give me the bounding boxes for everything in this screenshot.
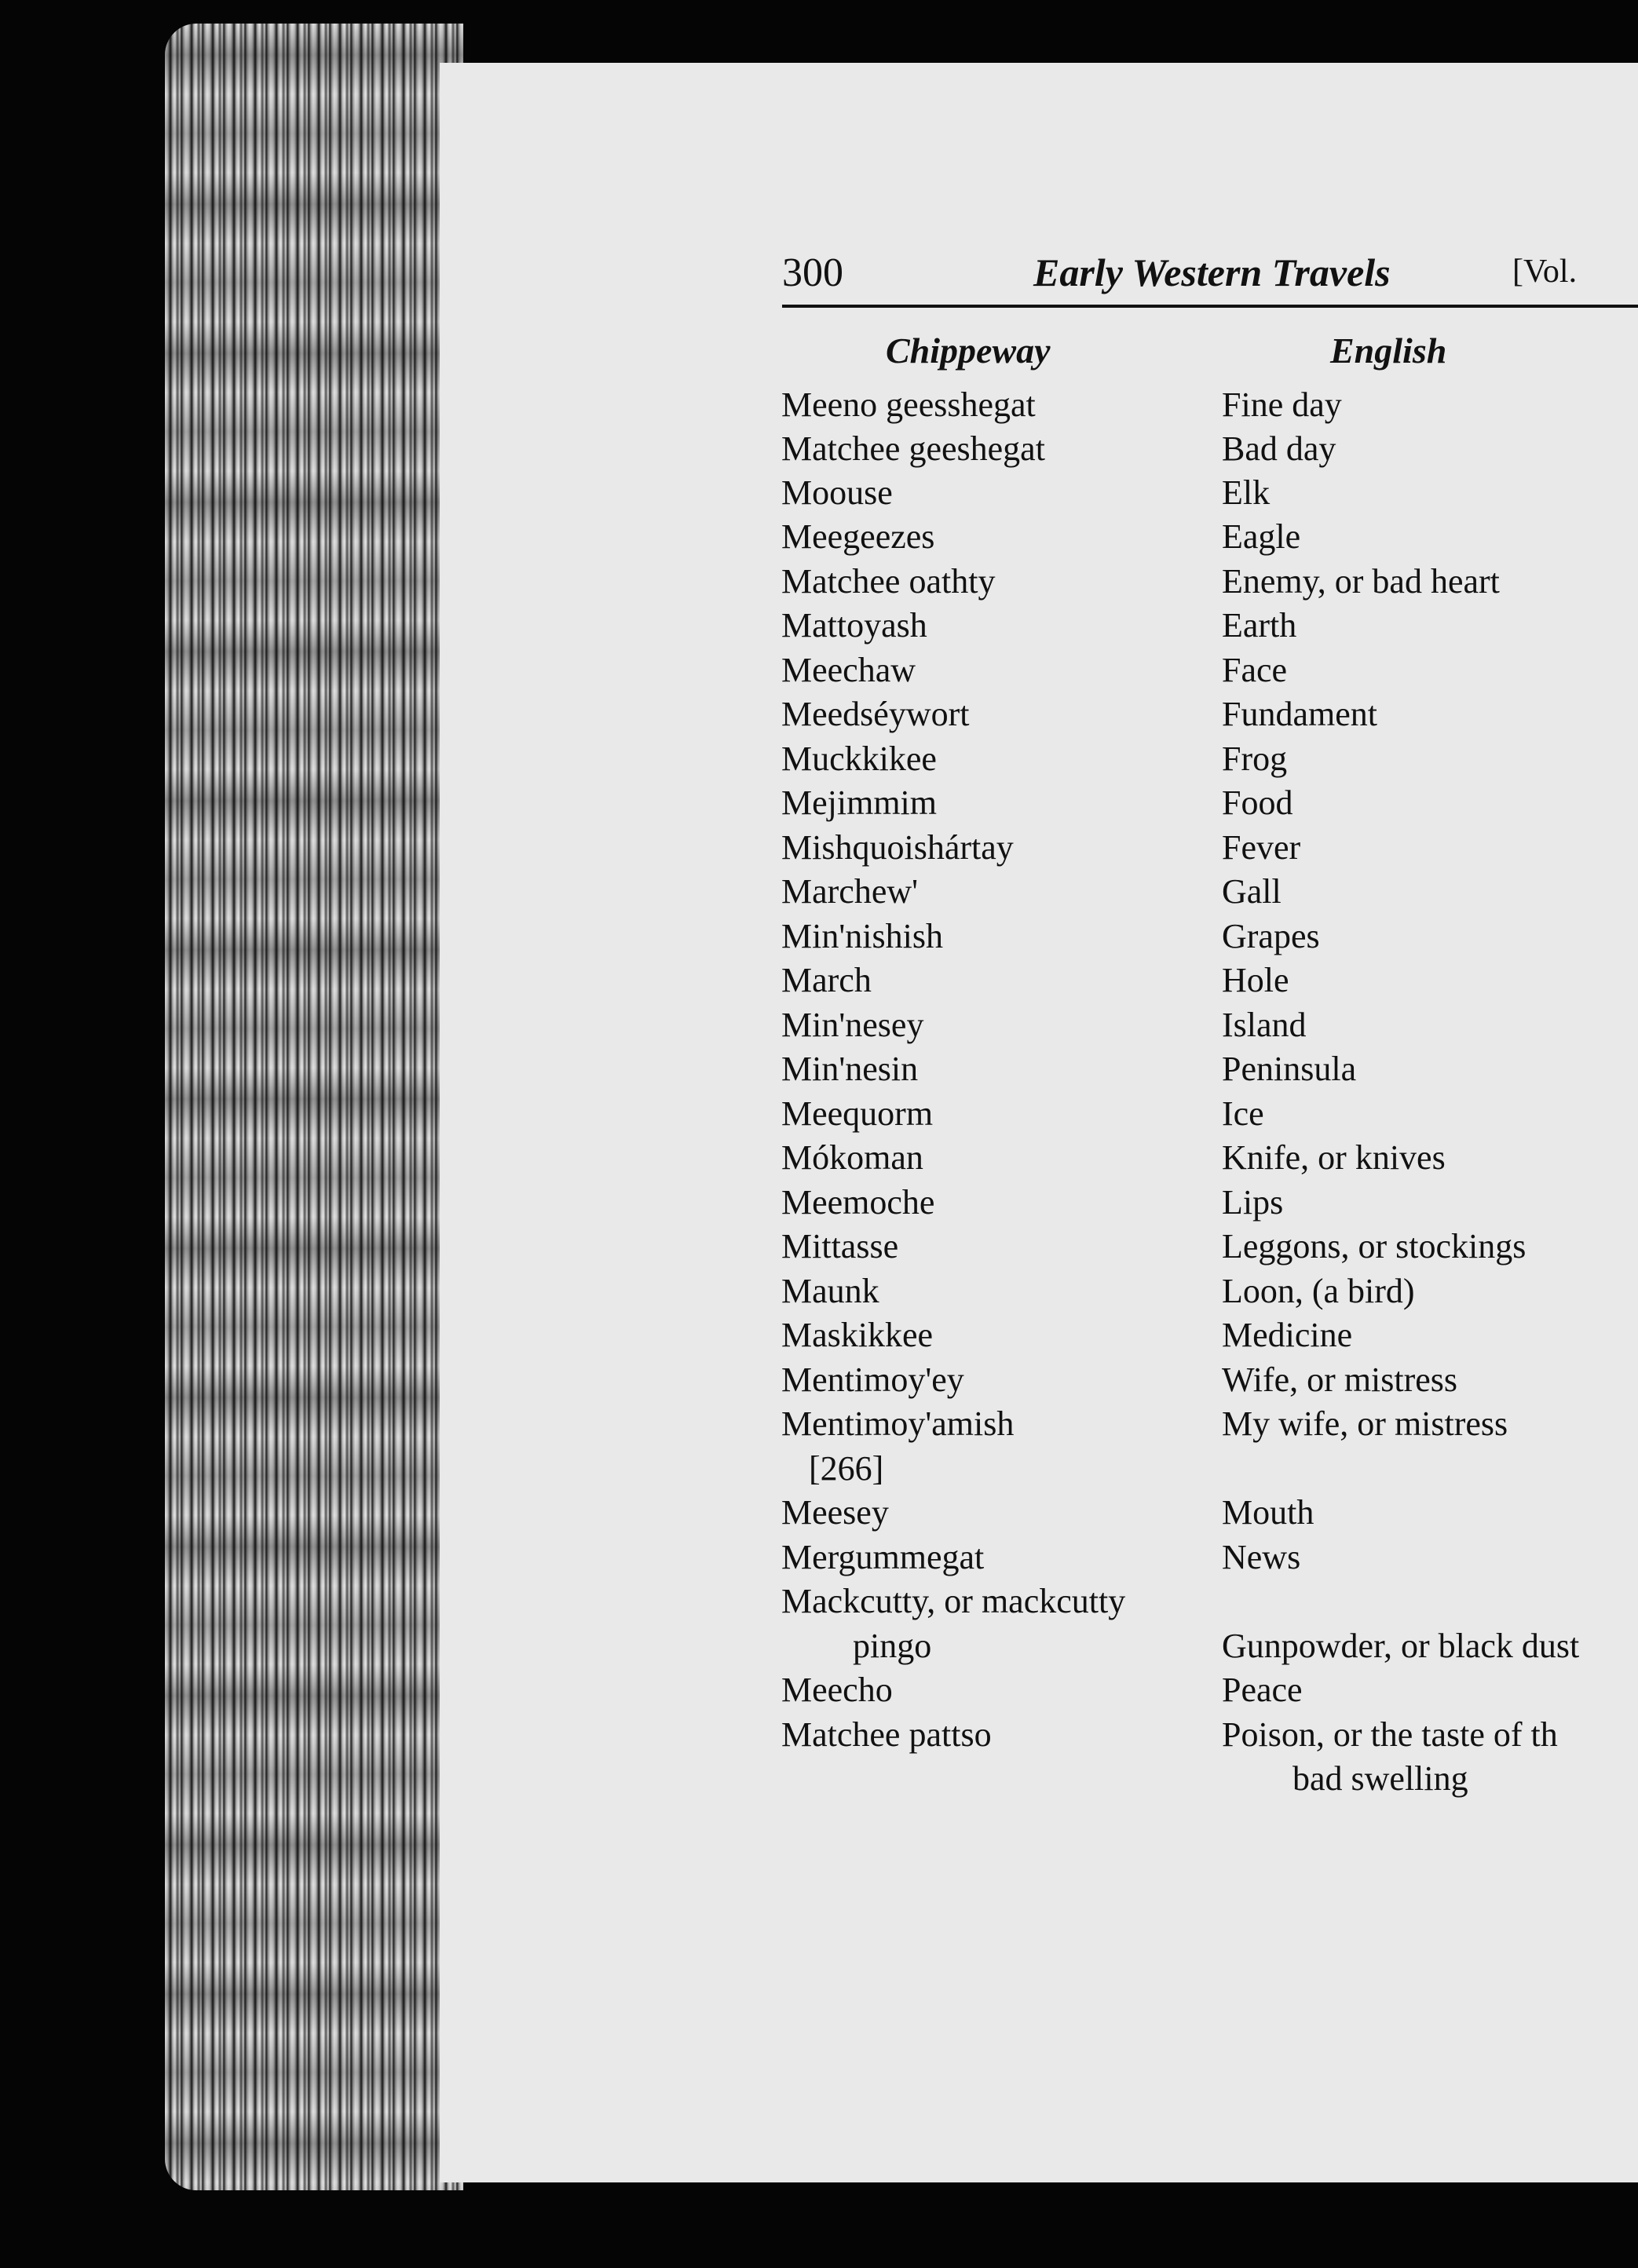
english-word: Leggons, or stockings (1222, 1227, 1526, 1265)
vocab-row (0, 1138, 1638, 1181)
chippeway-word: Mejimmim (781, 783, 937, 822)
chippeway-word: Mattoyash (781, 606, 927, 645)
english-word: Mouth (1222, 1493, 1314, 1532)
vocab-row (0, 650, 1638, 694)
chippeway-word: Meedséywort (781, 695, 970, 733)
chippeway-word: Meesey (781, 1493, 889, 1532)
english-word: Peace (1222, 1671, 1303, 1709)
chippeway-word: March (781, 961, 872, 999)
english-word: Food (1222, 783, 1293, 822)
english-word: Elk (1222, 473, 1271, 512)
vocab-row (0, 783, 1638, 827)
chippeway-word: Mergummegat (781, 1538, 985, 1576)
chippeway-word: Meegeezes (781, 517, 935, 556)
english-word: Gunpowder, or black dust (1222, 1627, 1580, 1665)
vocab-row (0, 694, 1638, 738)
vocab-row (0, 1226, 1638, 1270)
chippeway-word-continuation: pingo (853, 1627, 932, 1665)
english-word: Eagle (1222, 517, 1301, 556)
english-word: Poison, or the taste of th (1222, 1715, 1558, 1754)
vocab-row (0, 1537, 1638, 1581)
chippeway-word: Min'nesin (781, 1050, 919, 1088)
vocab-row (0, 1670, 1638, 1714)
vocab-row (0, 871, 1638, 915)
english-word-continuation: bad swelling (1292, 1759, 1468, 1798)
header-rule (782, 305, 1638, 308)
english-word: Face (1222, 651, 1288, 689)
english-word: Lips (1222, 1183, 1284, 1222)
chippeway-word: Maskikkee (781, 1316, 934, 1354)
english-word: Knife, or knives (1222, 1138, 1446, 1177)
vocab-row (0, 960, 1638, 1004)
english-word: Fever (1222, 828, 1301, 867)
english-word: Ice (1222, 1094, 1264, 1133)
vocab-row-continuation (0, 1759, 1638, 1802)
chippeway-word: Marchew' (781, 872, 919, 911)
chippeway-word: Matchee oathty (781, 562, 996, 601)
english-word: News (1222, 1538, 1301, 1576)
vocab-row (0, 1005, 1638, 1049)
chippeway-word: Min'nishish (781, 917, 943, 955)
vocab-row (0, 1492, 1638, 1536)
english-word: Island (1222, 1006, 1307, 1044)
chippeway-word: Meemoche (781, 1183, 935, 1222)
english-word: Wife, or mistress (1222, 1360, 1458, 1399)
english-word: Gall (1222, 872, 1282, 911)
chippeway-word: Meechaw (781, 651, 916, 689)
chippeway-word: Mackcutty, or mackcutty (781, 1582, 1126, 1620)
english-word: Fine day (1222, 385, 1342, 424)
vocab-row (0, 1715, 1638, 1759)
english-word: Peninsula (1222, 1050, 1357, 1088)
vocab-row (0, 739, 1638, 783)
page-number: 300 (782, 250, 843, 295)
english-word: Medicine (1222, 1316, 1353, 1354)
volume-label: [Vol. (1512, 254, 1578, 290)
english-word: Enemy, or bad heart (1222, 562, 1500, 601)
chippeway-word: Meequorm (781, 1094, 934, 1133)
page-marker-row (0, 1448, 1638, 1492)
vocab-row (0, 1581, 1638, 1625)
english-word: Frog (1222, 740, 1288, 778)
english-word: Hole (1222, 961, 1289, 999)
vocab-row (0, 1626, 1638, 1670)
vocab-row (0, 916, 1638, 960)
chippeway-word: Mentimoy'amish (781, 1404, 1015, 1443)
vocab-row (0, 517, 1638, 561)
page-marker: [266] (809, 1449, 884, 1488)
chippeway-word: Mishquoishártay (781, 828, 1014, 867)
chippeway-word: Matchee pattso (781, 1715, 992, 1754)
chippeway-word: Meecho (781, 1671, 893, 1709)
vocab-row (0, 605, 1638, 649)
english-word: Grapes (1222, 917, 1320, 955)
running-header (782, 250, 1638, 312)
vocab-row (0, 429, 1638, 473)
chippeway-word: Min'nesey (781, 1006, 924, 1044)
vocab-row (0, 561, 1638, 605)
chippeway-word: Mittasse (781, 1227, 899, 1265)
vocab-row (0, 473, 1638, 517)
chippeway-word: Maunk (781, 1272, 879, 1310)
english-word: Loon, (a bird) (1222, 1272, 1415, 1310)
chippeway-word: Mentimoy'ey (781, 1360, 964, 1399)
vocab-row (0, 1315, 1638, 1359)
vocab-row (0, 1404, 1638, 1448)
column-heading-chippeway: Chippeway (886, 331, 1051, 371)
vocab-row (0, 1182, 1638, 1226)
running-title: Early Western Travels (1033, 250, 1391, 294)
vocab-row (0, 385, 1638, 429)
vocab-row (0, 1094, 1638, 1138)
vocab-row (0, 1049, 1638, 1093)
chippeway-word: Mókoman (781, 1138, 923, 1177)
vocab-row (0, 1271, 1638, 1315)
vocab-row (0, 827, 1638, 871)
column-heading-english: English (1330, 331, 1447, 371)
english-word: Bad day (1222, 429, 1336, 468)
english-word: Fundament (1222, 695, 1377, 733)
chippeway-word: Meeno geesshegat (781, 385, 1036, 424)
english-word: My wife, or mistress (1222, 1404, 1508, 1443)
english-word: Earth (1222, 606, 1297, 645)
chippeway-word: Moouse (781, 473, 893, 512)
chippeway-word: Muckkikee (781, 740, 937, 778)
chippeway-word: Matchee geeshegat (781, 429, 1045, 468)
vocab-row (0, 1360, 1638, 1404)
